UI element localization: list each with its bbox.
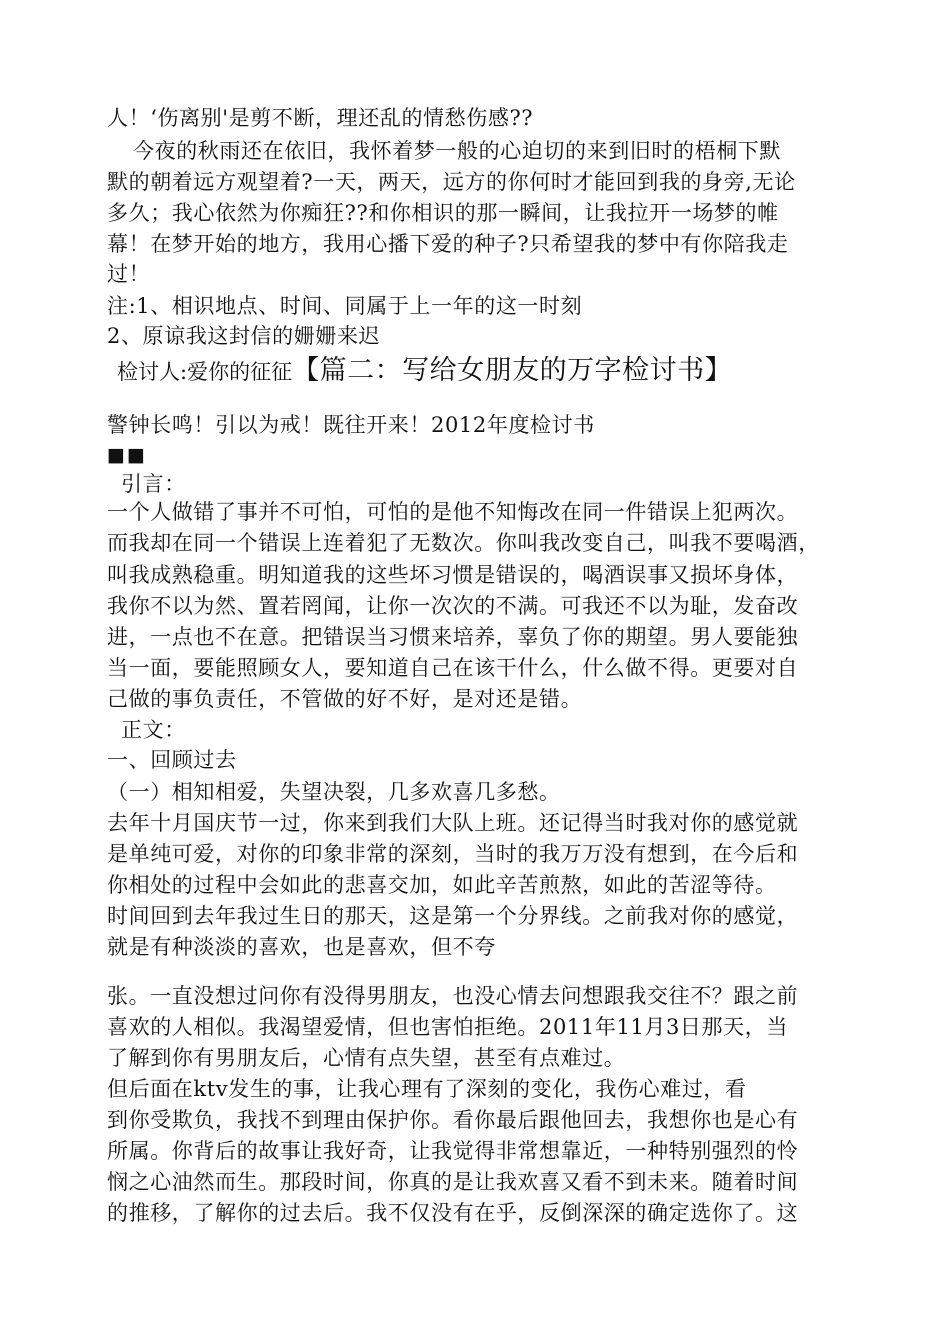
intro-line: 一个人做错了事并不可怕，可怕的是他不知悔改在同一件错误上犯两次。 <box>107 500 799 524</box>
text-line: 今夜的秋雨还在依旧，我怀着梦一般的心迫切的来到旧时的梧桐下默 <box>133 139 781 163</box>
body-line: 是单纯可爱，对你的印象非常的深刻，当时的我万万没有想到，在今后和 <box>107 842 799 866</box>
body-line: 所属。你背后的故事让我好奇，让我觉得非常想靠近，一种特别强烈的怜 <box>107 1139 799 1163</box>
intro-line: 我你不以为然、置若罔闻，让你一次次的不满。可我还不以为耻，发奋改 <box>107 594 799 618</box>
note-line: 2、原谅我这封信的姗姗来迟 <box>107 324 381 348</box>
text-line: 幕！在梦开始的地方，我用心播下爱的种子?只希望我的梦中有你陪我走 <box>107 232 789 256</box>
section-title-line <box>117 348 732 387</box>
heading-2: （一）相知相爱，失望决裂，几多欢喜几多愁。 <box>107 780 561 804</box>
body-line: 你相处的过程中会如此的悲喜交加，如此辛苦煎熬，如此的苦涩等待。 <box>107 873 777 897</box>
text-line: 人！‘伤离别'是剪不断，理还乱的情愁伤感?? <box>107 106 534 130</box>
text-line: 过！ <box>107 262 151 286</box>
signature-text: 检讨人:爱你的征征 <box>117 360 293 384</box>
body-line: 时间回到去年我过生日的那天，这是第一个分界线。之前我对你的感觉， <box>107 904 799 928</box>
intro-line: 进，一点也不在意。把错误当习惯来培养，辜负了你的期望。男人要能独 <box>107 625 799 649</box>
body-line: 的推移，了解你的过去后。我不仅没有在乎，反倒深深的确定选你了。这 <box>107 1201 799 1225</box>
intro-line: 叫我成熟稳重。明知道我的这些坏习惯是错误的，喝酒误事又损坏身体， <box>107 563 799 587</box>
text-line: 多久；我心依然为你痴狂??和你相识的那一瞬间，让我拉开一场梦的帷 <box>107 201 779 225</box>
intro-line: 而我却在同一个错误上连着犯了无数次。你叫我改变自己，叫我不要喝酒， <box>107 531 820 555</box>
heading-1: 一、回顾过去 <box>107 748 237 772</box>
body-line: 但后面在ktv发生的事，让我心理有了深刻的变化，我伤心难过，看 <box>107 1077 747 1101</box>
body-line: 就是有种淡淡的喜欢，也是喜欢，但不夸 <box>107 935 496 959</box>
body-line: 去年十月国庆节一过，你来到我们大队上班。还记得当时我对你的感觉就 <box>107 811 799 835</box>
body-label: 正文： <box>121 718 186 742</box>
intro-label: 引言： <box>121 472 186 496</box>
slogan-line: 警钟长鸣！引以为戒！既往开来！2012年度检讨书 <box>107 413 595 437</box>
square-glyphs: ■■ <box>107 444 147 466</box>
intro-line: 己做的事负责任，不管做的好不好，是对还是错。 <box>107 687 583 711</box>
body-line: 悯之心油然而生。那段时间，你真的是让我欢喜又看不到未来。随着时间 <box>107 1170 799 1194</box>
text-line: 默的朝着远方观望着?一天，两天，远方的你何时才能回到我的身旁,无论 <box>107 170 796 194</box>
body-line: 张。一直没想过问你有没得男朋友，也没心情去问想跟我交往不？跟之前 <box>107 984 799 1008</box>
body-line: 喜欢的人相似。我渴望爱情，但也害怕拒绝。2011年11月3日那天，当 <box>107 1015 788 1039</box>
body-line: 了解到你有男朋友后，心情有点失望，甚至有点难过。 <box>107 1046 626 1070</box>
note-line: 注:1、相识地点、时间、同属于上一年的这一时刻 <box>107 294 583 318</box>
body-line: 到你受欺负，我找不到理由保护你。看你最后跟他回去，我想你也是心有 <box>107 1108 799 1132</box>
intro-line: 当一面，要能照顾女人，要知道自己在该干什么，什么做不得。更要对自 <box>107 656 799 680</box>
section-title: 【篇二：写给女朋友的万字检讨书】 <box>292 355 733 386</box>
